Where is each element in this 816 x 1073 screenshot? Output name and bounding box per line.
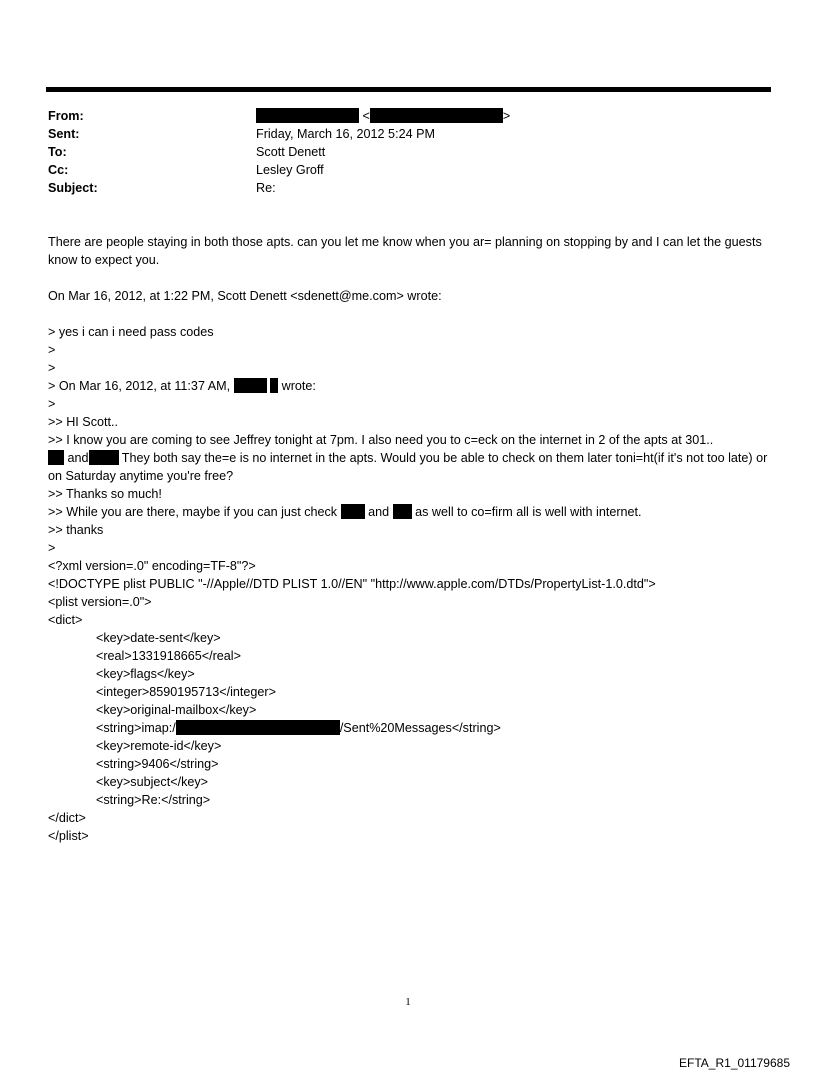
- from-label: From:: [48, 109, 84, 123]
- plist-line: <real>1331918665</real>: [96, 649, 241, 663]
- quoted-text: as well to co=firm all is well with internet.: [415, 505, 642, 519]
- plist-line: <string>9406</string>: [96, 757, 219, 771]
- from-gt: >: [502, 109, 511, 123]
- quoted-line: >> thanks: [48, 523, 104, 537]
- plist-text: <string>imap:/: [96, 721, 176, 735]
- plist-line: <plist version=.0">: [48, 595, 152, 609]
- quoted-line: >> HI Scott..: [48, 415, 118, 429]
- quote-intro: On Mar 16, 2012, at 1:22 PM, Scott Denett <sdenett@me.com> wrote:: [48, 289, 442, 303]
- quoted-line: [48, 503, 778, 521]
- quoted-text: They both say the=e is no internet in the apts. Would you be able to check on them later toni=ht(if it's not too late) or on Saturday anytime you're free?: [48, 451, 768, 483]
- quoted-line: [48, 377, 778, 395]
- quoted-text: wrote:: [281, 379, 316, 393]
- plist-line: [48, 719, 778, 737]
- redaction: [370, 108, 503, 123]
- email-header: [48, 107, 748, 197]
- plist-line: <dict>: [48, 613, 83, 627]
- plist-line: </plist>: [48, 829, 89, 843]
- to-value: Scott Denett: [256, 145, 326, 159]
- quoted-line: >> Thanks so much!: [48, 487, 162, 501]
- plist-line: <?xml version=.0" encoding=TF-8"?>: [48, 559, 256, 573]
- quoted-text: and: [67, 451, 89, 465]
- from-value: [256, 107, 510, 125]
- document-id: EFTA_R1_01179685: [679, 1056, 790, 1070]
- sent-label: Sent:: [48, 127, 80, 141]
- quoted-text: and: [368, 505, 390, 519]
- cc-row: [48, 161, 748, 179]
- plist-line: <key>date-sent</key>: [96, 631, 221, 645]
- quoted-line: > yes i can i need pass codes: [48, 325, 214, 339]
- sent-value: Friday, March 16, 2012 5:24 PM: [256, 127, 435, 141]
- header-rule: [46, 87, 771, 92]
- redaction: [176, 720, 340, 735]
- plist-line: <string>Re:</string>: [96, 793, 211, 807]
- page-number: 1: [405, 996, 411, 1008]
- redaction: [89, 450, 119, 465]
- plist-line: </dict>: [48, 811, 86, 825]
- subject-label: Subject:: [48, 181, 98, 195]
- reply-paragraph: There are people staying in both those apts. can you let me know when you ar= planning on stopping by and I can let the guests know to expect you.: [48, 235, 762, 267]
- quoted-line: [48, 449, 778, 485]
- quoted-text: > On Mar 16, 2012, at 11:37 AM,: [48, 379, 231, 393]
- redaction: [234, 378, 267, 393]
- subject-row: [48, 179, 748, 197]
- email-body: [48, 233, 778, 845]
- plist-line: <integer>8590195713</integer>: [96, 685, 276, 699]
- from-lt: <: [362, 109, 370, 123]
- quoted-line: >: [48, 397, 56, 411]
- quoted-line: >> I know you are coming to see Jeffrey tonight at 7pm. I also need you to c=eck on the internet in 2 of the apts at 301..: [48, 433, 714, 447]
- redaction: [341, 504, 365, 519]
- redaction: [393, 504, 412, 519]
- plist-line: <key>remote-id</key>: [96, 739, 222, 753]
- plist-line: <!DOCTYPE plist PUBLIC "-//Apple//DTD PLIST 1.0//EN" "http://www.apple.com/DTDs/PropertyList-1.0.dtd">: [48, 577, 656, 591]
- redaction: [256, 108, 359, 123]
- quoted-line: >: [48, 343, 56, 357]
- to-label: To:: [48, 145, 67, 159]
- cc-value: Lesley Groff: [256, 163, 324, 177]
- cc-label: Cc:: [48, 163, 69, 177]
- quoted-line: >: [48, 541, 56, 555]
- plist-text: /Sent%20Messages</string>: [339, 721, 501, 735]
- redaction: [48, 450, 64, 465]
- plist-line: <key>original-mailbox</key>: [96, 703, 257, 717]
- sent-row: [48, 125, 748, 143]
- plist-line: <key>flags</key>: [96, 667, 195, 681]
- plist-line: <key>subject</key>: [96, 775, 209, 789]
- subject-value: Re:: [256, 181, 276, 195]
- quoted-text: >> While you are there, maybe if you can just check: [48, 505, 338, 519]
- quoted-line: >: [48, 361, 56, 375]
- to-row: [48, 143, 748, 161]
- redaction: [270, 378, 278, 393]
- from-row: [48, 107, 748, 125]
